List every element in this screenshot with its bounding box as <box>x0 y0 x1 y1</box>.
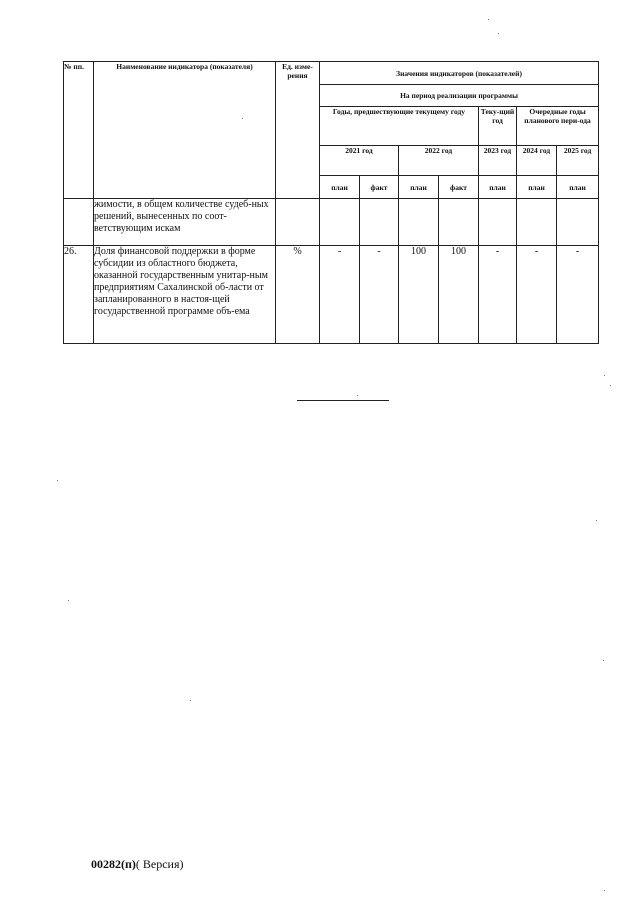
scan-speck <box>604 890 605 891</box>
scan-speck <box>357 395 358 396</box>
row-fact-2022 <box>439 199 479 246</box>
scan-speck <box>488 19 489 20</box>
row-plan-2022 <box>399 199 439 246</box>
row-unit: % <box>276 246 320 344</box>
row-fact-2021: - <box>360 246 399 344</box>
row-num <box>64 199 94 246</box>
header-plan-2024: план <box>517 176 557 199</box>
table-row <box>64 246 599 344</box>
row-plan-2024: - <box>517 246 557 344</box>
header-current-year: Теку-щий год <box>479 107 517 146</box>
scan-speck <box>610 385 611 386</box>
header-prev-years: Годы, предшествующие текущему году <box>320 107 479 146</box>
header-2021: 2021 год <box>320 146 399 176</box>
header-values-group: Значения индикаторов (показателей) <box>320 62 599 85</box>
row-plan-2021 <box>320 199 360 246</box>
header-unit: Ед. изме-рения <box>276 62 320 199</box>
row-plan-2021: - <box>320 246 360 344</box>
header-2022: 2022 год <box>399 146 479 176</box>
footer-version: ( Версия) <box>135 857 184 871</box>
header-name: Наименование индикатора (показателя) <box>94 62 276 199</box>
indicators-table <box>63 61 599 344</box>
scan-speck <box>596 520 597 521</box>
header-next-years: Очередные годы планового пери-ода <box>517 107 599 146</box>
scan-speck <box>242 118 243 119</box>
scan-speck <box>57 480 58 481</box>
header-fact-2022: факт <box>439 176 479 199</box>
header-plan-2023: план <box>479 176 517 199</box>
row-unit <box>276 199 320 246</box>
row-plan-2022: 100 <box>399 246 439 344</box>
scan-speck <box>498 33 499 34</box>
footer-code: 00282(п) <box>91 857 136 871</box>
row-plan-2023 <box>479 199 517 246</box>
row-plan-2023: - <box>479 246 517 344</box>
row-num: 26. <box>64 246 94 344</box>
row-plan-2024 <box>517 199 557 246</box>
header-plan-2021: план <box>320 176 360 199</box>
end-rule <box>297 400 389 401</box>
row-fact-2022: 100 <box>439 246 479 344</box>
document-footer <box>91 857 184 872</box>
scan-speck <box>68 600 69 601</box>
row-name: Доля финансовой поддержки в форме субсидии из областного бюджета, оказанной государственным унитар-ным предприятиям Сахалинской об-ласти от запланированного в настоя-щей государственной программе объ-ема <box>94 246 276 344</box>
scan-speck <box>190 700 191 701</box>
row-plan-2025 <box>557 199 599 246</box>
row-name: жимости, в общем количестве судеб-ных решений, вынесенных по соот-ветствующим искам <box>94 199 276 246</box>
row-plan-2025: - <box>557 246 599 344</box>
header-num: № пп. <box>64 62 94 199</box>
header-plan-2025: план <box>557 176 599 199</box>
header-2025: 2025 год <box>557 146 599 176</box>
header-2024: 2024 год <box>517 146 557 176</box>
header-fact-2021: факт <box>360 176 399 199</box>
table-row <box>64 199 599 246</box>
scan-speck <box>604 375 605 376</box>
header-plan-2022: план <box>399 176 439 199</box>
header-2023: 2023 год <box>479 146 517 176</box>
row-fact-2021 <box>360 199 399 246</box>
scan-speck <box>603 660 604 661</box>
header-period: На период реализации программы <box>320 85 599 107</box>
